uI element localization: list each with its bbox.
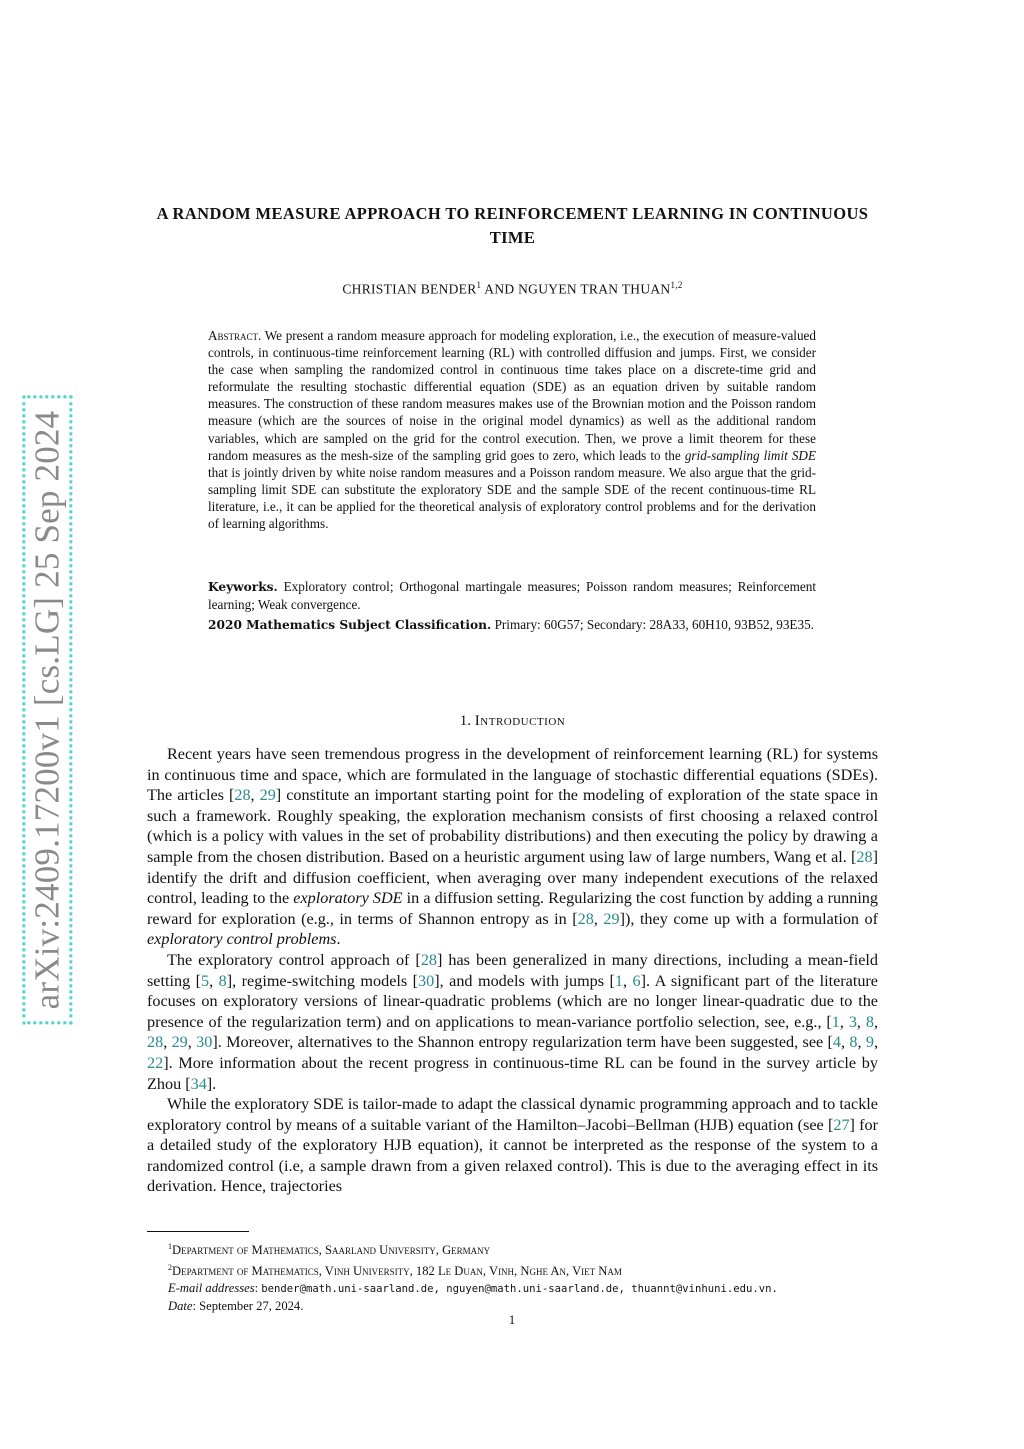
- text-run: ], and models with jumps [: [434, 971, 615, 990]
- citation-link[interactable]: 28: [147, 1033, 164, 1052]
- text-run: ,: [839, 1012, 849, 1031]
- emphasis: exploratory control problems: [147, 930, 337, 949]
- footnote-mark: 2: [168, 1263, 172, 1273]
- citation-link[interactable]: 8: [865, 1012, 874, 1031]
- page-number: 1: [508, 1312, 516, 1327]
- arxiv-stamp: [27, 410, 67, 1010]
- citation-link[interactable]: 28: [234, 786, 251, 805]
- text-run: ,: [187, 1033, 197, 1052]
- text-run: ,: [857, 1033, 866, 1052]
- text-run: ]. More information about the recent progress in continuous-time RL can be found in the survey article by Zhou [: [147, 1053, 878, 1093]
- text-run: .: [336, 930, 341, 949]
- citation-link[interactable]: 8: [849, 1033, 858, 1052]
- text-run: ,: [250, 786, 260, 805]
- footnote-mark: 1: [168, 1242, 172, 1251]
- keywords-label: Keyworks.: [208, 580, 278, 594]
- citation-link[interactable]: 1: [614, 971, 624, 990]
- abstract: [208, 327, 816, 532]
- email-label: E-mail addresses: [168, 1281, 255, 1296]
- citation-link[interactable]: 29: [603, 909, 620, 928]
- author-1: CHRISTIAN BENDER: [342, 281, 477, 297]
- msc-classification: [208, 616, 816, 634]
- text-run: ,: [856, 1012, 866, 1031]
- arxiv-stamp-text: arXiv:2409.17200v1 [cs.LG] 25 Sep 2024: [22, 396, 72, 1025]
- footnote-affiliation-2: [168, 1259, 888, 1280]
- text-run: ,: [163, 1033, 172, 1052]
- citation-link[interactable]: 29: [171, 1033, 188, 1052]
- abstract-emphasis: grid-sampling limit SDE: [684, 447, 817, 463]
- citation-link[interactable]: 30: [418, 971, 435, 990]
- text-run: ], regime-switching models [: [226, 971, 419, 990]
- citation-link[interactable]: 34: [190, 1074, 207, 1093]
- citation-link[interactable]: 6: [632, 971, 641, 990]
- email-addresses[interactable]: bender@math.uni-saarland.de, nguyen@math.uni-saarland.de, thuannt@vinhuni.edu.vn.: [261, 1283, 778, 1296]
- paragraph-2: [147, 950, 878, 1094]
- text-run: ] has been generalized in many directions, including a mean-field setting [: [147, 950, 878, 990]
- paper-title: A RANDOM MEASURE APPROACH TO REINFORCEMENT LEARNING IN CONTINUOUS TIME: [156, 204, 869, 247]
- keywords: [208, 578, 816, 613]
- text-run: ,: [873, 1033, 878, 1052]
- section-number: 1.: [459, 713, 472, 729]
- citation-link[interactable]: 28: [856, 847, 873, 866]
- text-run: ]. A significant part of the literature focuses on exploratory versions of linear-quadratic problems (which are no longer linear-quadratic due to the presence of the regularization term) and on applications to mean-variance portfolio selection, see, e.g., [: [147, 971, 878, 1031]
- footnote-text: Department of Mathematics, Vinh University, 182 Le Duan, Vinh, Nghe An, Viet Nam: [172, 1264, 622, 1279]
- section-title: Introduction: [474, 713, 566, 729]
- paragraph-1: [147, 744, 878, 950]
- text-run: While the exploratory SDE is tailor-made to adapt the classical dynamic programming approach and to tackle exploratory control by means of a suitable variant of the Hamilton–Jacobi–Bellman (HJB) equation (see [: [147, 1095, 878, 1134]
- citation-link[interactable]: 3: [848, 1012, 857, 1031]
- abstract-label: Abstract.: [208, 328, 262, 343]
- text-run: ,: [623, 971, 633, 990]
- text-run: ,: [873, 1012, 879, 1031]
- footnote-divider: [147, 1231, 249, 1232]
- citation-link[interactable]: 28: [420, 950, 438, 969]
- footnote-date: Date: September 27, 2024.: [168, 1299, 304, 1314]
- citation-link[interactable]: 9: [865, 1033, 874, 1052]
- date-value: September 27, 2024.: [199, 1299, 304, 1314]
- keywords-block: [208, 578, 816, 637]
- text-run: Recent years have seen tremendous progress in the development of reinforcement learning (RL) for systems in continuous time and space, which are formulated in the language of stochastic differential equations (SDEs). The articles [: [147, 745, 878, 805]
- citation-link[interactable]: 4: [832, 1033, 842, 1052]
- citation-link[interactable]: 22: [147, 1053, 164, 1072]
- footnote-text: Department of Mathematics, Saarland University, Germany: [172, 1243, 491, 1258]
- text-run: ]), they come up with a formulation of: [619, 909, 879, 928]
- footnotes: [168, 1238, 888, 1315]
- author-conjunction: AND: [484, 281, 515, 297]
- citation-link[interactable]: 1: [831, 1012, 840, 1031]
- text-run: in a diffusion setting. Regularizing the cost function by adding a running reward for exploration (e.g., in terms of Shannon entropy as in [: [147, 889, 878, 928]
- text-run: ] constitute an important starting point for the modeling of exploration of the state space in such a framework. Roughly speaking, the exploration mechanism consists of first choosing a relaxed control (which is a policy with values in the set of probability distributions) and then executing the policy by drawing a sample from the chosen distribution. Based on a heuristic argument using law of large numbers, Wang et al. [: [147, 786, 878, 866]
- footnote-emails: E-mail addresses: bender@math.uni-saarland.de, nguyen@math.uni-saarland.de, thuannt@vinhuni.edu.vn.: [168, 1281, 778, 1296]
- author-2: NGUYEN TRAN THUAN: [518, 281, 671, 297]
- author-line: [140, 280, 885, 298]
- abstract-text-1: We present a random measure approach for modeling exploration, i.e., the execution of measure-valued controls, in continuous-time reinforcement learning (RL) with controlled diffusion and jumps. First, we consider the case when sampling the randomized control in continuous time takes place on a discrete-time grid and reformulate the resulting stochastic differential equation (SDE) as an equation driven by suitable random measures. The construction of these random measures makes use of the Brownian motion and the Poisson random measure (which are the sources of noise in the original model dynamics) as well as the additional random variables, which are sampled on the grid for the control execution. Then, we prove a limit theorem for these random measures as the mesh-size of the sampling grid goes to zero, which leads to the: [208, 328, 816, 463]
- text-run: ,: [593, 909, 604, 928]
- citation-link[interactable]: 8: [218, 971, 227, 990]
- citation-link[interactable]: 28: [577, 909, 594, 928]
- citation-link[interactable]: 30: [196, 1033, 213, 1052]
- author-1-affil: 1: [476, 280, 482, 290]
- section-heading: [140, 713, 885, 730]
- footnote-affiliation-1: [168, 1238, 888, 1259]
- msc-text: Primary: 60G57; Secondary: 28A33, 60H10, 93B52, 93E35.: [494, 617, 814, 633]
- paragraph-3: [147, 1094, 878, 1197]
- date-label: Date: [168, 1299, 193, 1314]
- text-run: ,: [841, 1033, 850, 1052]
- citation-link[interactable]: 27: [833, 1115, 850, 1134]
- keywords-text: Exploratory control; Orthogonal martingale measures; Poisson random measures; Reinforcement learning; Weak convergence.: [208, 579, 817, 613]
- author-2-affil: 1,2: [670, 280, 683, 290]
- text-run: The exploratory control approach of [: [167, 950, 421, 969]
- abstract-text-2: that is jointly driven by white noise random measures and a Poisson random measure. We also argue that the grid-sampling limit SDE can substitute the exploratory SDE and the sample SDE of the recent continuous-time RL literature, i.e., it can be applied for the theoretical analysis of exploratory control problems and for the derivation of learning algorithms.: [208, 464, 816, 532]
- emphasis: exploratory SDE: [293, 889, 403, 908]
- text-run: ] identify the drift and diffusion coefficient, when averaging over many independent executions of the relaxed control, leading to the: [147, 847, 878, 908]
- text-run: ,: [209, 971, 219, 990]
- citation-link[interactable]: 29: [259, 786, 276, 805]
- text-run: ].: [206, 1074, 217, 1093]
- text-run: ]. Moreover, alternatives to the Shannon entropy regularization term have been suggested, see [: [212, 1033, 833, 1052]
- body-text: [147, 744, 878, 1197]
- text-run: ] for a detailed study of the exploratory HJB equation), it cannot be interpreted as the response of the system to a randomized control (i.e, a sample drawn from a given relaxed control). This is due to the averaging effect in its derivation. Hence, trajectories: [147, 1115, 878, 1196]
- citation-link[interactable]: 5: [201, 971, 210, 990]
- msc-label: 2020 Mathematics Subject Classification.: [208, 618, 492, 633]
